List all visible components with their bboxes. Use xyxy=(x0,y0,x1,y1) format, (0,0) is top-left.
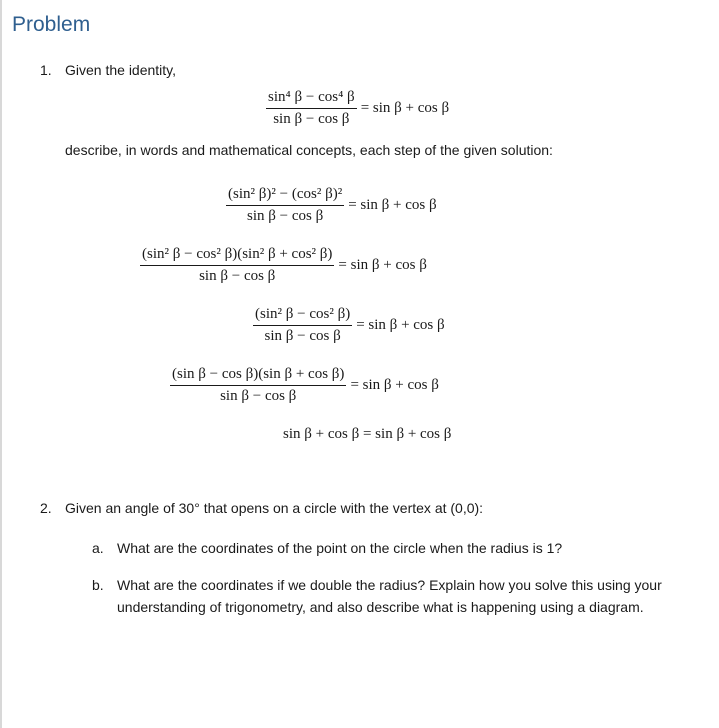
question-1-intro: Given the identity, xyxy=(65,62,177,78)
step-3-fraction xyxy=(253,306,352,345)
step-4-denominator: sin β − cos β xyxy=(220,388,297,404)
question-2b-letter: b. xyxy=(92,577,104,593)
question-2b-text: What are the coordinates if we double the radius? Explain how you solve this using your understanding of trigonometry, and also describe what is happening using a diagram. xyxy=(117,577,662,615)
identity-rhs: = sin β + cos β xyxy=(360,100,450,116)
step-1-equation xyxy=(226,186,437,225)
step-2-equation xyxy=(140,246,427,285)
step-4-numerator: (sin β − cos β)(sin β + cos β) xyxy=(170,366,346,386)
step-1-denominator: sin β − cos β xyxy=(246,208,324,224)
question-1-instruction: describe, in words and mathematical concepts, each step of the given solution: xyxy=(65,142,553,158)
final-equation: sin β + cos β = sin β + cos β xyxy=(283,426,452,442)
question-2a-letter: a. xyxy=(92,540,104,556)
step-4-equation xyxy=(170,366,439,405)
question-2a-text: What are the coordinates of the point on the circle when the radius is 1? xyxy=(117,540,563,556)
question-2-text: Given an angle of 30° that opens on a circle with the vertex at (0,0): xyxy=(65,500,484,516)
identity-denominator: sin β − cos β xyxy=(273,111,350,127)
step-1-numerator: (sin² β)² − (cos² β)² xyxy=(226,186,344,206)
page-border xyxy=(0,0,2,728)
identity-equation xyxy=(266,89,449,128)
step-1-rhs: = sin β + cos β xyxy=(348,197,437,213)
page-title: Problem xyxy=(12,13,91,36)
step-4-rhs: = sin β + cos β xyxy=(350,377,439,393)
step-2-fraction xyxy=(140,246,334,285)
question-1-number: 1. xyxy=(40,62,52,78)
identity-fraction xyxy=(266,89,357,128)
identity-numerator: sin⁴ β − cos⁴ β xyxy=(266,89,357,109)
step-2-rhs: = sin β + cos β xyxy=(338,257,427,273)
step-2-denominator: sin β − cos β xyxy=(199,268,276,284)
question-2-number: 2. xyxy=(40,500,52,516)
step-3-denominator: sin β − cos β xyxy=(264,328,341,344)
step-4-fraction xyxy=(170,366,346,405)
step-1-fraction xyxy=(226,186,344,225)
step-2-numerator: (sin² β − cos² β)(sin² β + cos² β) xyxy=(140,246,334,266)
step-3-rhs: = sin β + cos β xyxy=(356,317,445,333)
step-3-equation xyxy=(253,306,445,345)
step-3-numerator: (sin² β − cos² β) xyxy=(253,306,352,326)
